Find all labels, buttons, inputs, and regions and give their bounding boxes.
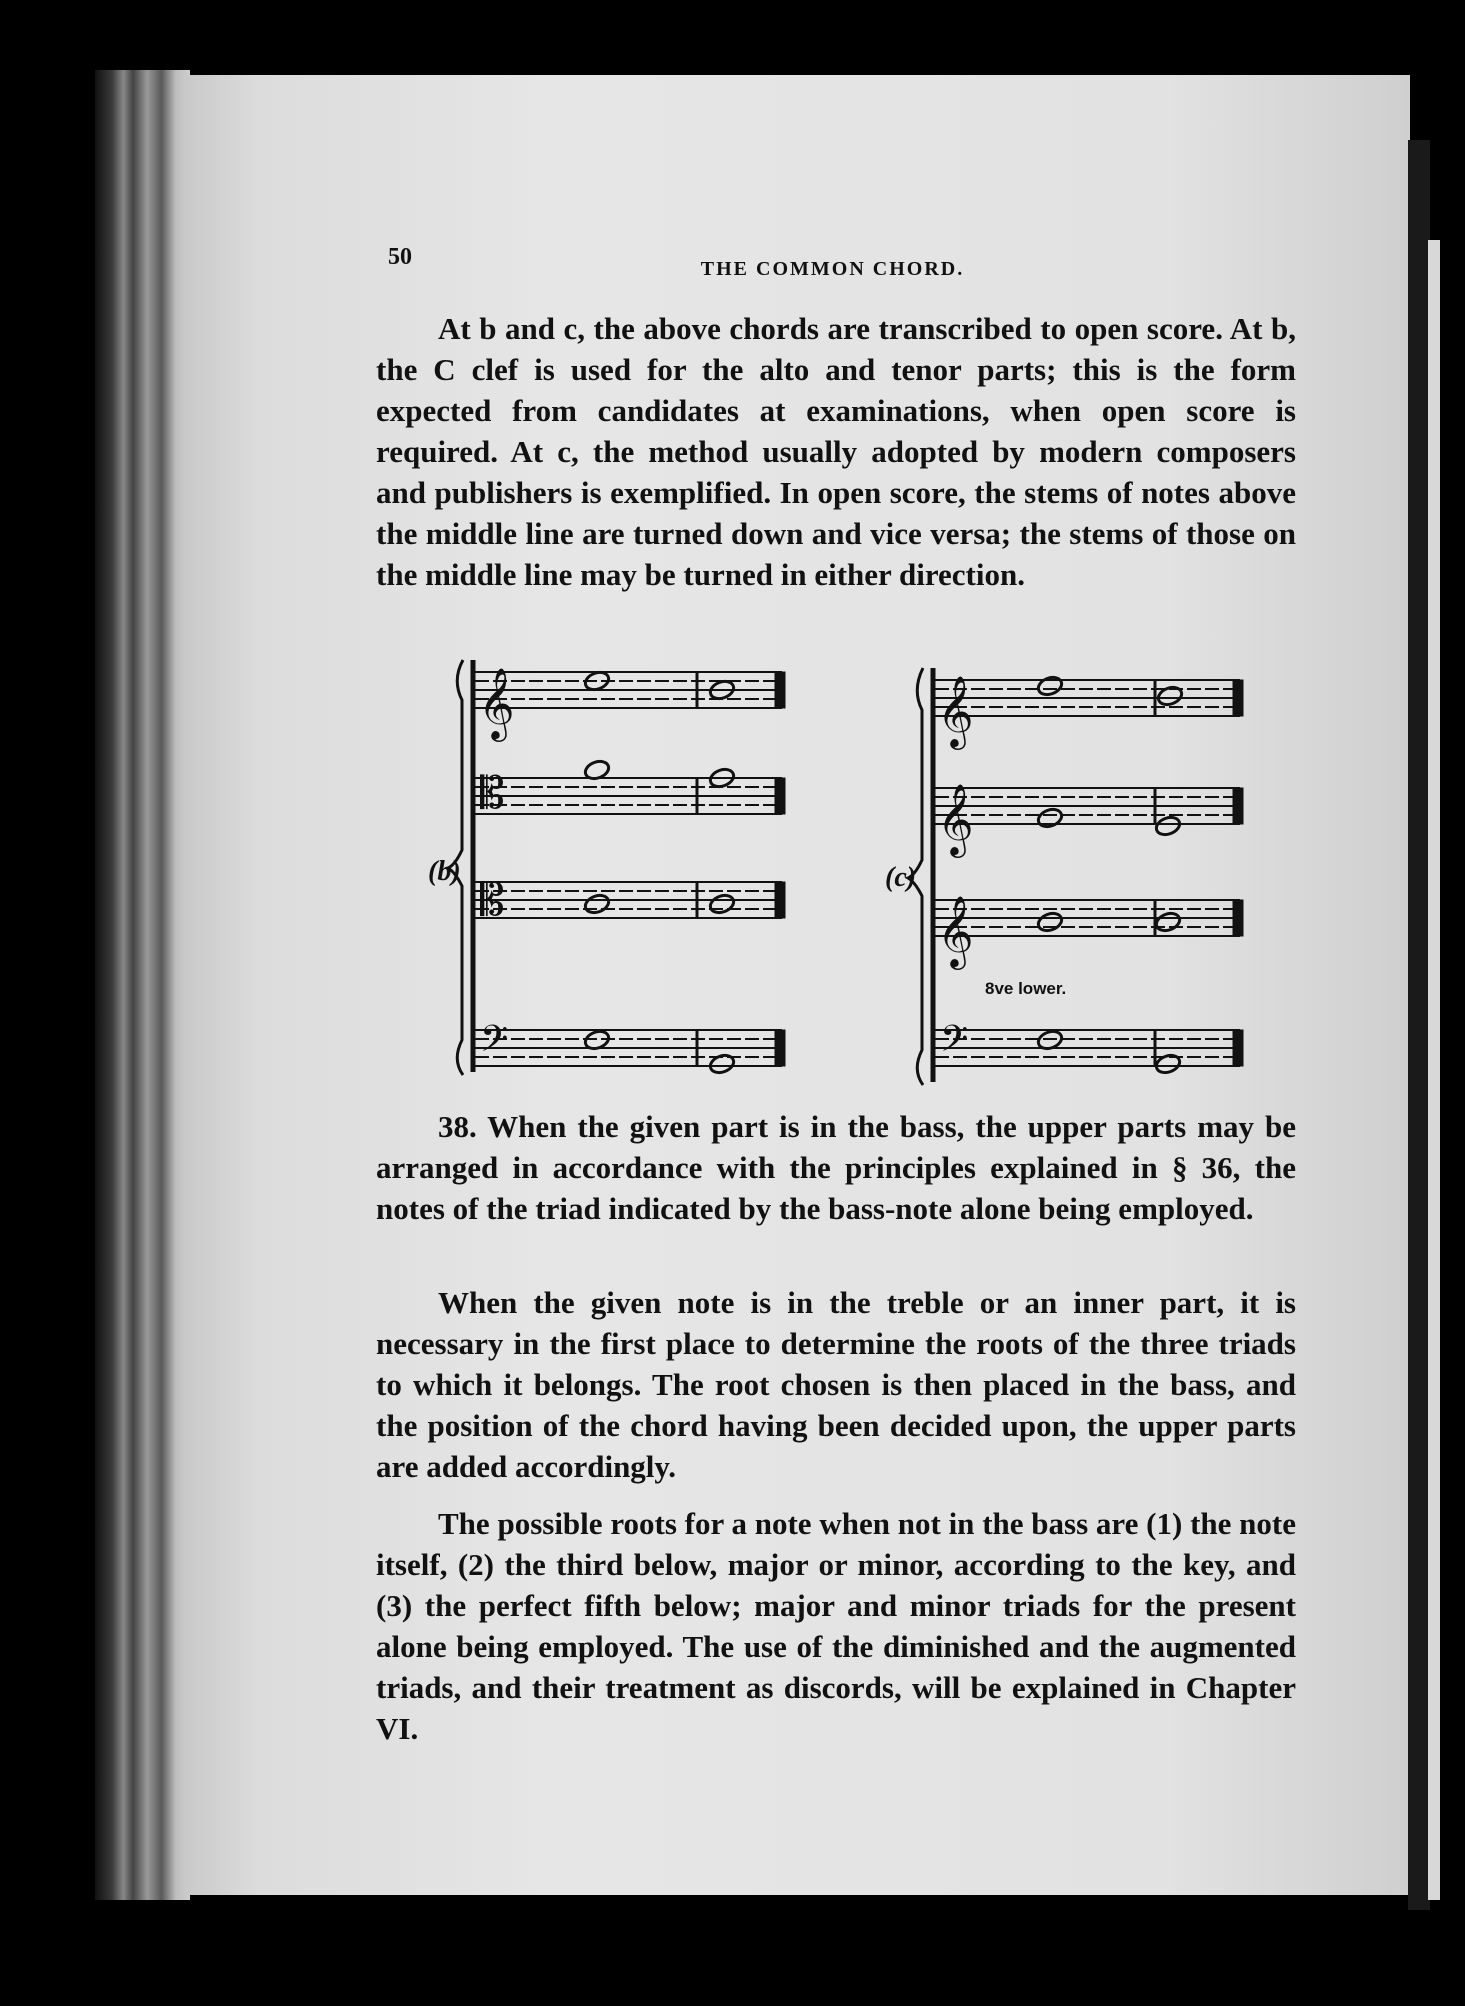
note-c-2b — [1154, 814, 1182, 837]
note-c-4b — [1154, 1052, 1182, 1075]
staff-c-3-final-bar — [1236, 900, 1243, 936]
c-clef-icon: 𝄡 — [480, 875, 505, 926]
note-c-1b — [1156, 684, 1184, 707]
staff-b-1-final-bar — [778, 672, 785, 708]
staff-b-3-final-bar — [778, 882, 785, 918]
note-c-1a — [1036, 674, 1064, 697]
treble-clef-icon: 𝄞 — [478, 666, 515, 739]
example-label-c: (c) — [885, 862, 917, 893]
paragraph-given-note — [376, 1282, 1296, 1487]
running-title: THE COMMON CHORD. — [700, 258, 965, 280]
note-c-2a — [1036, 806, 1064, 829]
bass-clef-icon: 𝄢 — [940, 1018, 969, 1069]
c-clef-icon: 𝄡 — [480, 768, 505, 819]
octave-lower-marking: 8ve lower. — [985, 979, 1067, 998]
note-b-3b — [708, 892, 736, 915]
staff-c-4-final-bar — [1236, 1030, 1243, 1066]
paragraph-text: At b and c, the above chords are transcribed to open score. At b, the C clef is used for the alto and tenor parts; this is the form expected from candidates at examinations, when open score is required. At c, the method usually adopted by modern composers and publishers is exemplified. In open score, the stems of notes above the middle line are turned down and vice versa; the stems of those on the middle line may be turned in either direction. — [376, 311, 1296, 592]
paragraph-text: When the given note is in the treble or an inner part, it is necessary in the first place to determine the roots of the three triads to which it belongs. The root chosen is then placed in the bass, and the position of the chord having been decided upon, the upper parts are added accordingly. — [376, 1285, 1296, 1484]
staff-b-4-final-bar — [778, 1030, 785, 1066]
page-number: 50 — [388, 244, 412, 270]
staff-c-1-final-bar — [1236, 680, 1243, 716]
bass-clef-icon: 𝄢 — [480, 1018, 509, 1069]
note-b-3a — [583, 892, 611, 915]
treble-clef-icon: 𝄞 — [937, 782, 974, 855]
note-b-4b — [708, 1052, 736, 1075]
example-label-b: (b) — [428, 856, 461, 887]
note-c-3b — [1154, 910, 1182, 933]
staff-b-2-final-bar — [778, 778, 785, 814]
treble-clef-icon: 𝄞 — [937, 894, 974, 967]
note-c-3a — [1036, 910, 1064, 933]
staff-c-2-final-bar — [1236, 788, 1243, 824]
paragraph-possible-roots — [376, 1503, 1296, 1749]
paragraph-text: 38. When the given part is in the bass, the upper parts may be arranged in accordance with the principles explained in § 36, the notes of the triad indicated by the bass-note alone being employed. — [376, 1109, 1296, 1226]
paragraph-section-38 — [376, 1106, 1296, 1229]
treble-clef-icon: 𝄞 — [937, 674, 974, 747]
paragraph-text: The possible roots for a note when not in the bass are (1) the note itself, (2) the third below, major or minor, according to the key, and (3) the perfect fifth below; major and minor triads for the present alone being employed. The use of the diminished and the augmented triads, and their treatment as discords, will be explained in Chapter VI. — [376, 1506, 1296, 1746]
